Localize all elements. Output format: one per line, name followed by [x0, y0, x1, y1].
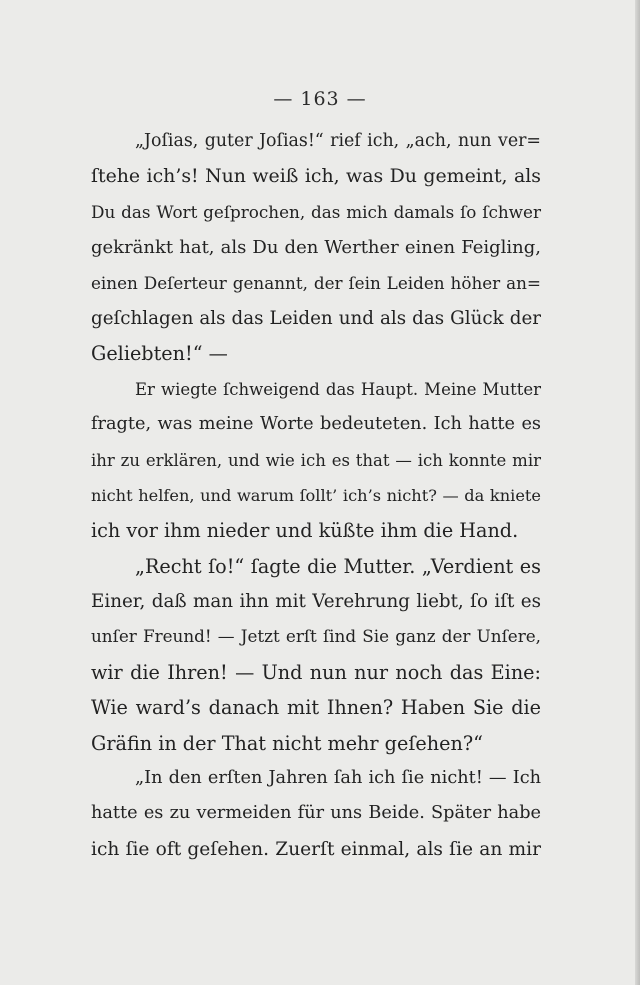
page-edge: [635, 0, 640, 985]
text-line: einen Deſerteur genannt, der ſein Leiden höher an=: [91, 272, 541, 293]
page-number: — 163 —: [273, 88, 367, 110]
text-line: ich ſie oft geſehen. Zuerſt einmal, als ſie an mir: [91, 838, 541, 860]
text-line: ſtehe ich’s! Nun weiß ich, was Du gemeint, als: [91, 165, 541, 188]
text-line: wir die Ihren! — Und nun nur noch das Eine:: [91, 660, 541, 684]
text-line: Einer, daß man ihn mit Verehrung liebt, ſo iſt es: [91, 591, 541, 613]
text-line: gekränkt hat, als Du den Werther einen Feigling,: [91, 237, 541, 259]
text-line: Gräfin in der That nicht mehr geſehen?“: [91, 731, 483, 755]
body-text: [91, 124, 541, 867]
text-line: fragte, was meine Worte bedeuteten. Ich hatte es: [91, 414, 541, 435]
text-line: ihr zu erklären, und wie ich es that — ich konnte mir: [91, 450, 541, 470]
text-line: „Recht ſo!“ ſagte die Mutter. „Verdient es: [135, 554, 541, 578]
text-line: nicht helfen, und warum ſollt’ ich’s nicht? — da kniete: [91, 485, 541, 505]
text-line: Wie ward’s danach mit Ihnen? Haben Sie die: [91, 696, 541, 720]
text-line: Er wiegte ſchweigend das Haupt. Meine Mutter: [135, 379, 541, 399]
text-line: geſchlagen als das Leiden und als das Glück der: [91, 307, 541, 329]
text-line: Geliebten!“ —: [91, 342, 228, 366]
text-line: unſer Freund! — Jetzt erſt ſind Sie ganz der Unſere,: [91, 626, 541, 647]
text-line: „Joſias, guter Joſias!“ rief ich, „ach, nun ver=: [135, 131, 541, 151]
text-line: „In den erſten Jahren ſah ich ſie nicht! — Ich: [135, 768, 541, 789]
text-line: hatte es zu vermeiden für uns Beide. Später habe: [91, 803, 541, 824]
text-line: Du das Wort geſprochen, das mich damals ſo ſchwer: [91, 201, 541, 222]
text-line: ich vor ihm nieder und küßte ihm die Hand.: [91, 519, 519, 543]
